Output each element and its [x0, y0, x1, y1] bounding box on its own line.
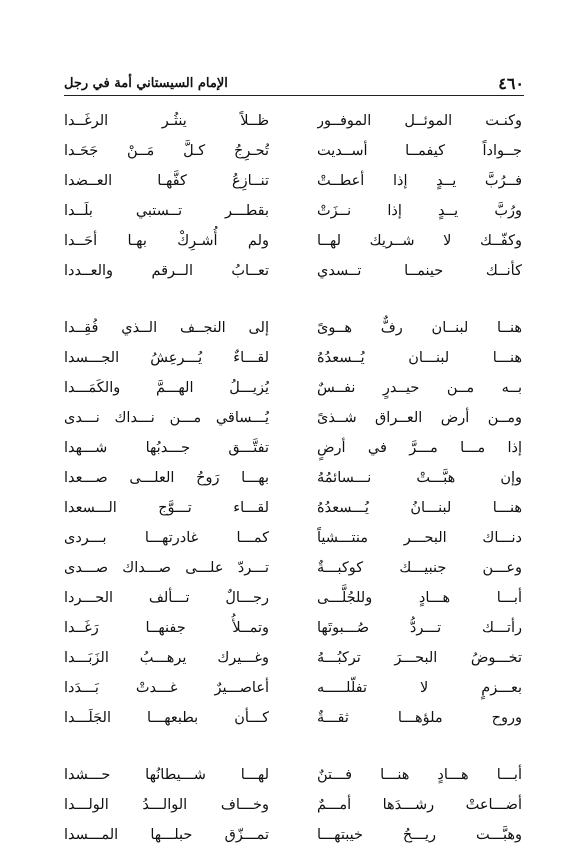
verse-line: بعـــزمٍ لا تفلّلـــــه — [317, 680, 522, 696]
verse-line: كمـــا غادرتهـــا بـــردى — [64, 530, 269, 546]
stanza-gap — [317, 286, 522, 313]
verse-line: تخـــوضُ البحـــرَ تركبُـــهُ — [317, 650, 522, 666]
stanza-2-left — [64, 313, 269, 733]
stanza-gap — [64, 286, 269, 313]
stanza-1-left — [64, 106, 269, 286]
verse-line: تنــازِعُ كفَّهـا العــضدا — [64, 173, 269, 189]
verse-line: جــواداً كيفمــا أســديت — [317, 143, 522, 159]
poem-left-column — [64, 106, 269, 850]
verse-line: وهبَّـــت ريـــحُ خيبتهـــا — [317, 827, 522, 843]
stanza-2-right — [317, 313, 522, 733]
verse-line: بهـــا رَوحُ العلـــى صـــعدا — [64, 470, 269, 486]
poem-right-column — [317, 106, 522, 850]
verse-line: وعـــن جنبيـــك كوكبـــةٌ — [317, 560, 522, 576]
verse-line: لقـــاءٌ يُـــرعِشُ الجـــسدا — [64, 350, 269, 366]
verse-line: تُحـرِجُ كـلَّ مَــنْ جَحَـدا — [64, 143, 269, 159]
verse-line: لهـــا شـــيطانُها حـــشدا — [64, 767, 269, 783]
verse-line: بــه مــن حيــدرٍ نفــسٌ — [317, 380, 522, 396]
verse-line: تفتَّـــق جـــدبُها شـــهدا — [64, 440, 269, 456]
verse-line: تمـــزّق حبلـــها المـــسدا — [64, 827, 269, 843]
verse-line: هنـــا لبنـــان يُــسعدُهُ — [317, 350, 522, 366]
verse-line: تـــردّ علـــى صـــداك صـــدى — [64, 560, 269, 576]
verse-line: أعاصـــيرٌ غـــدتْ بَـــدَدا — [64, 680, 269, 696]
verse-line: وغـــيرك يرهـــبُ الزَبَـــدا — [64, 650, 269, 666]
verse-line: يُـــساقي مـــن نـــداك نـــدى — [64, 410, 269, 426]
verse-line: وكنـت الموئــل الموفــور — [317, 113, 522, 129]
verse-line: أبـــا هـــادٍ هنـــا فـــتنٌ — [317, 767, 522, 783]
stanza-gap — [317, 733, 522, 760]
verse-line: دنـــاك البحـــر منتـــشياً — [317, 530, 522, 546]
verse-line: أبـــا هـــادٍ وللجُلَّـــى — [317, 590, 522, 606]
verse-line: إلى النجــف الــذي فُقِــدا — [64, 320, 269, 336]
page-header — [64, 72, 524, 94]
header-rule — [64, 95, 524, 96]
verse-line: وتمــلأُ جفنهــا رَغَــدا — [64, 620, 269, 636]
verse-line: ظــلاً ينثُـر الرغَــدا — [64, 113, 269, 129]
verse-line: كـــأن بطبعهـــا الجَلَـــدا — [64, 710, 269, 726]
verse-line: وخـــاف الوالـــدُ الولـــدا — [64, 797, 269, 813]
verse-line: تعــابُ الــرقم والعــددا — [64, 263, 269, 279]
verse-line: يُزيـــلُ الهـــمَّ والكَمَـــدا — [64, 380, 269, 396]
stanza-3-left — [64, 760, 269, 850]
verse-line: أضـــاعتْ رشـــدَها أمـــمٌ — [317, 797, 522, 813]
page-number: ٤٦٠ — [498, 74, 524, 93]
verse-line: بقطـــر تــستبي بلَــدا — [64, 203, 269, 219]
verse-line: ومــن أرض العــراق شــذىً — [317, 410, 522, 426]
verse-line: إذا مـــا مـــرَّ في أرضٍ — [317, 440, 522, 456]
verse-line: رأتـــك تـــردُّ صُـــبوتَها — [317, 620, 522, 636]
stanza-gap — [64, 733, 269, 760]
verse-line: رجـــالٌ تـــألف الحـــردا — [64, 590, 269, 606]
verse-line: كأنــك حينمــا تــسدي — [317, 263, 522, 279]
verse-line: هنـــا لبنـــانُ يُـــسعدُهُ — [317, 500, 522, 516]
stanza-1-right — [317, 106, 522, 286]
verse-line: وكفّــك لا شــريك لهــا — [317, 233, 522, 249]
running-title: الإمام السيستاني أمة في رجل — [64, 76, 228, 91]
verse-line: ورُبَّ يــدٍ إذا نــزَتْ — [317, 203, 522, 219]
verse-line: وروح ملؤهـــا ثقـــةٌ — [317, 710, 522, 726]
verse-line: فــرُبَّ يــدٍ إذا أعطــتْ — [317, 173, 522, 189]
verse-line: هنــا لبنــان رفٌّ هــوىً — [317, 320, 522, 336]
stanza-3-right — [317, 760, 522, 850]
verse-line: ولم أُشـرِكْ بهـا أحَــدا — [64, 233, 269, 249]
verse-line: وإن هبَّـــتْ نـــسائمُهُ — [317, 470, 522, 486]
verse-line: لقـــاء تـــوَّج الـــسعدا — [64, 500, 269, 516]
